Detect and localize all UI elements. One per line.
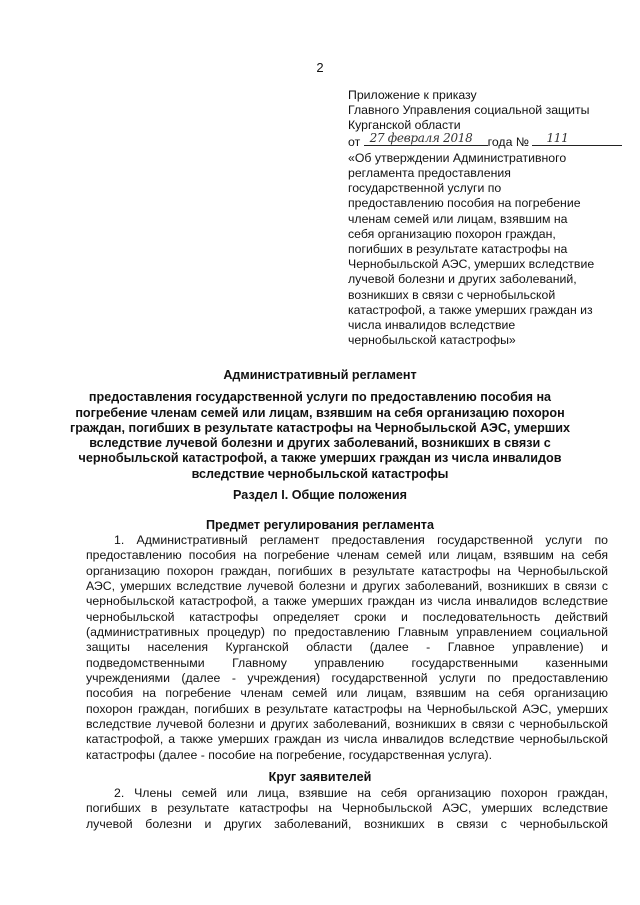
section-heading: Раздел I. Общие положения xyxy=(233,488,407,502)
paragraph-line: 1. Административный регламент предоставления государственной услуги по xyxy=(114,533,608,547)
regulation-heading: Административный регламент xyxy=(223,368,417,382)
paragraph-line: организацию похорон граждан, погибших в результате катастрофы на Чернобыльской xyxy=(86,563,608,578)
paragraph-2 xyxy=(86,786,608,832)
order-title-line: предоставлению пособия на погребение xyxy=(348,196,581,211)
regulation-title-line: граждан, погибших в результате катастрофы на Чернобыльской АЭС, умерших xyxy=(69,420,571,435)
order-title-line: «Об утверждении Административного xyxy=(348,150,567,165)
paragraph-line: погибших в результате катастрофы на Чернобыльской АЭС, умерших вследствие xyxy=(86,801,608,816)
appendix-line: Курганской области xyxy=(348,118,461,133)
regulation-title-line: чернобыльской катастрофой, а также умерших граждан из числа инвалидов xyxy=(78,451,562,466)
subsection-heading: Круг заявителей xyxy=(268,770,372,784)
order-title-line: регламента предоставления xyxy=(348,166,511,181)
paragraph-line: катастрофой, а также умерших граждан из числа инвалидов вследствие чернобыльской xyxy=(86,732,608,747)
paragraph-line: чернобыльской катастрофой, а также умерших граждан из числа инвалидов вследствие xyxy=(86,594,608,609)
order-title-line: себя организацию похорон граждан, xyxy=(348,226,556,241)
paragraph-line: похорон граждан, погибших в результате катастрофы на Чернобыльской АЭС, умерших xyxy=(86,701,608,716)
order-title-line: катастрофой, а также умерших граждан из xyxy=(348,302,593,317)
regulation-title-line: вследствие чернобыльской катастрофы xyxy=(191,466,449,481)
order-title-line: лучевой болезни и других заболеваний, xyxy=(348,272,577,287)
paragraph-line: 2. Члены семей или лица, взявшие на себя организацию похорон граждан, xyxy=(114,786,608,800)
order-title-line: чернобыльской катастрофы» xyxy=(348,333,516,348)
order-title-line: государственной услуги по xyxy=(348,181,502,196)
subsection-heading: Предмет регулирования регламента xyxy=(206,518,434,532)
page-number: 2 xyxy=(316,60,324,75)
paragraph-line: АЭС, умерших вследствие лучевой болезни и других заболеваний, возникших в связи с xyxy=(86,579,608,594)
date-field xyxy=(364,130,488,146)
order-title xyxy=(348,151,613,349)
regulation-title-line: вследствие лучевой болезни и других заболеваний, возникших в связи с xyxy=(89,436,551,451)
paragraph-1 xyxy=(86,533,608,763)
order-title-line: Чернобыльской АЭС, умерших вследствие xyxy=(348,257,595,272)
year-number-label: года № xyxy=(487,134,530,149)
paragraph-line: пособия на погребение членам семей или лицам, взявшим на себя организацию xyxy=(86,686,608,701)
paragraph-line: катастрофы (далее - пособие на погребение, государственная услуга). xyxy=(86,747,493,762)
order-number-field xyxy=(532,130,622,146)
order-title-line: числа инвалидов вследствие xyxy=(348,318,516,333)
order-title-line: членам семей или лицам, взявшим на xyxy=(348,211,568,226)
order-date-number-line xyxy=(348,130,613,150)
appendix-block xyxy=(348,88,613,348)
paragraph-line: защиты населения Курганской области (далее - Главное управление) и xyxy=(86,640,608,655)
paragraph-line: чернобыльской катастрофы определяет сроки и последовательность действий xyxy=(86,609,608,624)
paragraph-line: предоставлению пособия на погребение членам семей или лицам, взявшим на себя xyxy=(86,548,608,563)
paragraph-line: лучевой болезни и других заболеваний, возникших в связи с чернобыльской xyxy=(86,816,608,831)
appendix-line: Приложение к приказу xyxy=(348,88,477,102)
paragraph-line: учреждениями (далее - учреждения) государственной услуги по предоставлению xyxy=(86,671,608,686)
paragraph-line: (административных процедур) по предоставлению Главным управлением социальной xyxy=(86,625,608,640)
from-label: от xyxy=(348,134,361,149)
regulation-title-line: погребение членам семей или лицам, взявшим на себя организацию похорон xyxy=(75,405,565,420)
regulation-title xyxy=(60,368,580,482)
regulation-title-line: предоставления государственной услуги по предоставлению пособия на xyxy=(88,390,552,405)
handwritten-date: 27 февраля 2018 xyxy=(369,130,473,145)
order-title-line: погибших в результате катастрофы на xyxy=(348,242,568,257)
paragraph-line: вследствие лучевой болезни и других заболеваний, возникших в связи с чернобыльской xyxy=(86,717,608,732)
paragraph-line: подведомственными Главному управлению государственными казенными xyxy=(86,655,608,670)
order-title-line: возникших в связи с чернобыльской xyxy=(348,287,556,302)
handwritten-number: 111 xyxy=(546,130,569,145)
appendix-line: Главного Управления социальной защиты xyxy=(348,103,590,118)
